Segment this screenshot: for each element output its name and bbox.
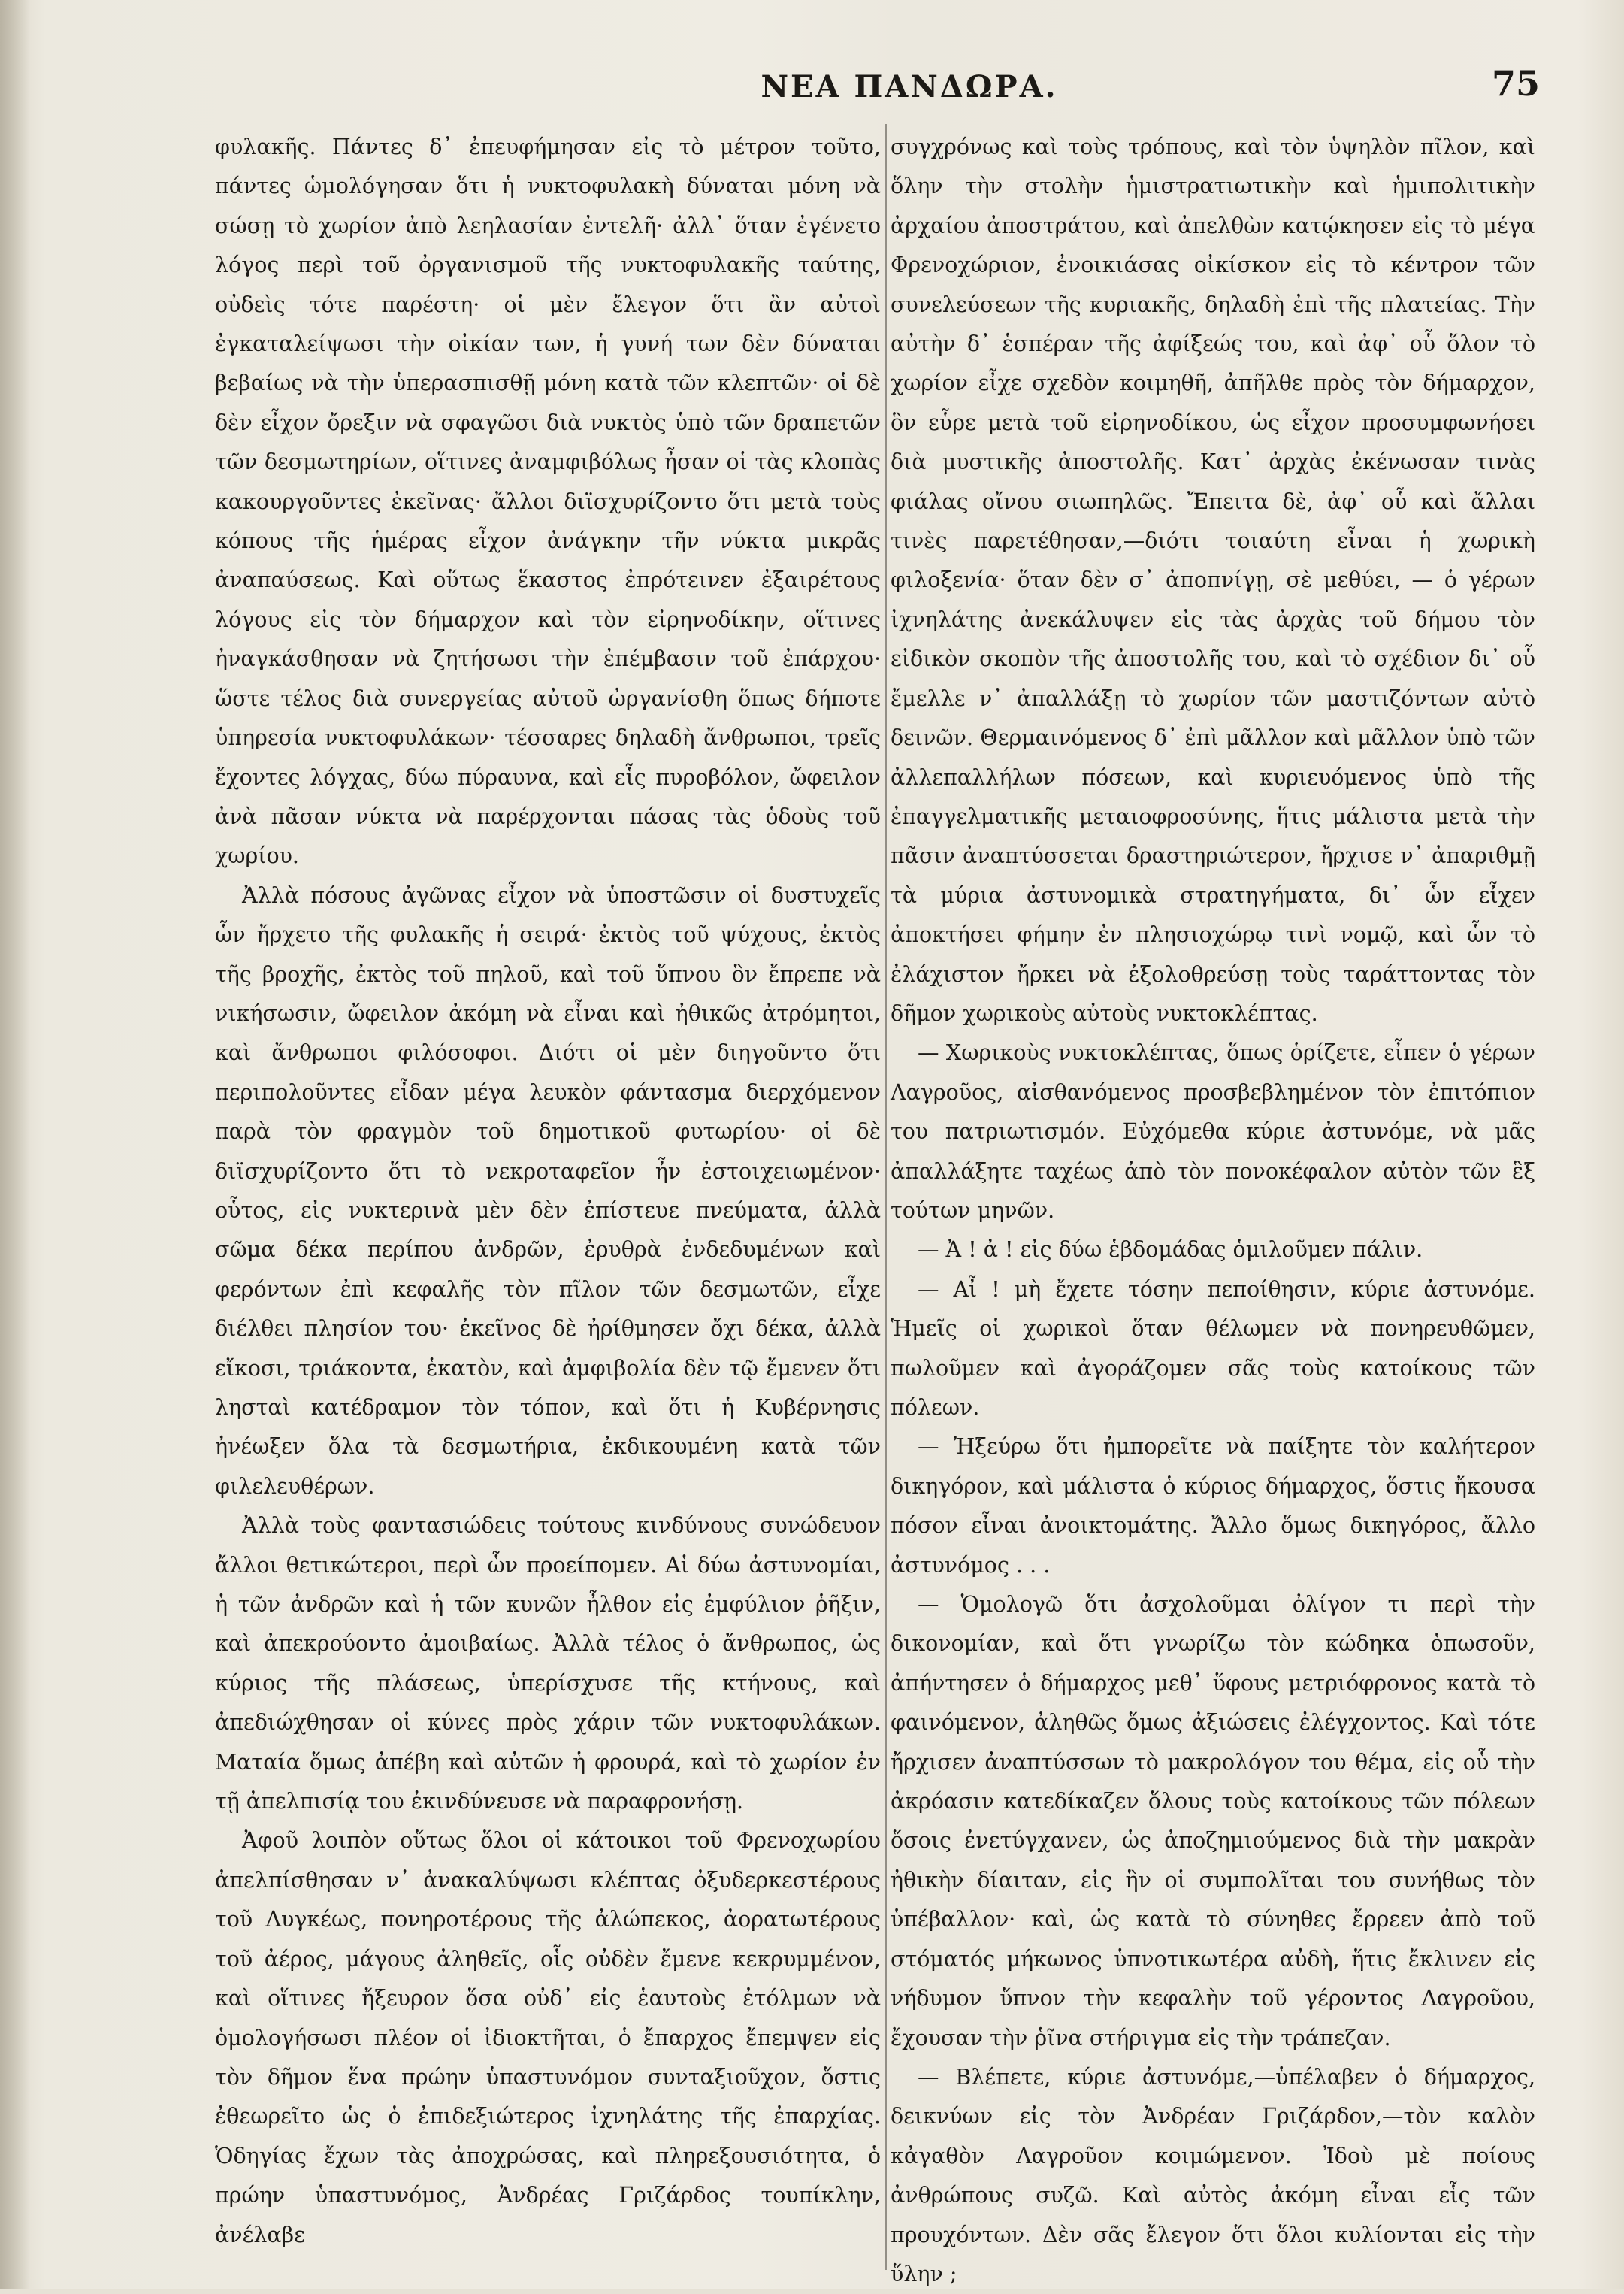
dialogue-paragraph: — Ἀ ! ἀ ! εἰς δύω ἑβδομάδας ὁμιλοῦμεν πάλιν. xyxy=(918,1237,1423,1263)
paragraph: Ἀλλὰ τοὺς φαντασιώδεις τούτους κινδύνους συνώδευον ἄλλοι θετικώτεροι, περὶ ὧν προείπομεν. Αἱ δύω ἀστυνομίαι, ἡ τῶν ἀνδρῶν καὶ ἡ τῶν κυνῶν ἦλθον εἰς ἐμφύλιον ῥῆξιν, καὶ ἀπεκρούοντο ἀμοιβαίως. Ἀλλὰ τέλος ὁ ἄνθρωπος, ὡς κύριος τῆς πλάσεως, ὑπερίσχυσε τῆς κτήνους, καὶ ἀπεδιώχθησαν οἱ κύνες πρὸς χάριν τῶν νυκτοφυλάκων. Ματαία ὅμως ἀπέβη καὶ αὐτῶν ἡ φρουρά, καὶ τὸ χωρίον ἐν τῇ ἀπελπισίᾳ του ἐκινδύνευσε νὰ παραφρονήσῃ. xyxy=(215,1513,881,1814)
paragraph: φυλακῆς. Πάντες δ᾽ ἐπευφήμησαν εἰς τὸ μέτρον τοῦτο, πάντες ὡμολόγησαν ὅτι ἡ νυκτοφυλακὴ δύναται μόνη νὰ σώσῃ τὸ χωρίον ἀπὸ λεηλασίαν ἐντελῆ· ἀλλ᾽ ὅταν ἐγένετο λόγος περὶ τοῦ ὀργανισμοῦ τῆς νυκτοφυλακῆς ταύτης, οὐδεὶς τότε παρέστη· οἱ μὲν ἔλεγον ὅτι ἂν αὐτοὶ ἐγκαταλείψωσι τὴν οἰκίαν των, ἡ γυνή των δὲν δύναται βεβαίως νὰ τὴν ὑπερασπισθῇ μόνη κατὰ τῶν κλεπτῶν· οἱ δὲ δὲν εἶχον ὄρεξιν νὰ σφαγῶσι διὰ νυκτὸς ὑπὸ τῶν δραπετῶν τῶν δεσμωτηρίων, οἵτινες ἀναμφιβόλως ἦσαν οἱ τὰς κλοπὰς κακουργοῦντες ἐκεῖνας· ἄλλοι διϊσχυρίζοντο ὅτι μετὰ τοὺς κόπους τῆς ἡμέρας εἶχον ἀνάγκην τῆν νύκτα μικρᾶς ἀναπαύσεως. Καὶ οὕτως ἕκαστος ἐπρότεινεν ἐξαιρέτους λόγους εἰς τὸν δήμαρχον καὶ τὸν εἰρηνοδίκην, οἵτινες ἠναγκάσθησαν νὰ ζητήσωσι τὴν ἐπέμβασιν τοῦ ἐπάρχου· ὥστε τέλος διὰ συνεργείας αὐτοῦ ὠργανίσθη ὅπως δήποτε ὑπηρεσία νυκτοφυλάκων· τέσσαρες δηλαδὴ ἄνθρωποι, τρεῖς ἔχοντες λόγχας, δύω πύραυνα, καὶ εἷς πυροβόλον, ὤφειλον ἀνὰ πᾶσαν νύκτα νὰ παρέρχονται πάσας τὰς ὁδοὺς τοῦ χωρίου. xyxy=(215,135,881,869)
running-title: ΝΕΑ ΠΑΝΔΩΡΑ. xyxy=(761,69,1058,104)
left-column xyxy=(215,128,881,2255)
dialogue-paragraph: — Ἠξεύρω ὅτι ἠμπορεῖτε νὰ παίξητε τὸν καλήτερον δικηγόρον, καὶ μάλιστα ὁ κύριος δήμαρχος, ὅστις ἤκουσα πόσον εἶναι ἀνοικτομάτης. Ἄλλο ὅμως δικηγόρος, ἄλλο ἀστυνόμος . . . xyxy=(891,1434,1535,1578)
dialogue-paragraph: — Ὁμολογῶ ὅτι ἀσχολοῦμαι ὀλίγον τι περὶ τὴν δικονομίαν, καὶ ὅτι γνωρίζω τὸν κώδηκα ὁπωσοῦν, ἀπήντησεν ὁ δήμαρχος μεθ᾽ ὕφους μετριόφρονος κατὰ τὸ φαινόμενον, ἀληθῶς ὅμως ἀξιώσεις ἐλέγχοντος. Καὶ τότε ἤρχισεν ἀναπτύσσων τὸ μακρολόγον του θέμα, εἰς οὗ τὴν ἀκρόασιν κατεδίκαζεν ὅλους τοὺς κατοίκους τῶν πόλεων ὅσοις ἐνετύγχανεν, ὡς ἀποζημιούμενος διὰ τὴν μακρὰν ἠθικὴν δίαιταν, εἰς ἣν οἱ συμπολῖται του συνήθως τὸν ὑπέβαλλον· καὶ, ὡς κατὰ τὸ σύνηθες ἔρρεεν ἀπὸ τοῦ στόματός μήκωνος ὑπνοτικωτέρα αὐδὴ, ἥτις ἔκλινεν εἰς νήδυμον ὕπνον τὴν κεφαλὴν τοῦ γέροντος Λαγροῦου, ἔχουσαν τὴν ῥῖνα στήριγμα εἰς τὴν τράπεζαν. xyxy=(891,1592,1535,2050)
dialogue-paragraph: — Βλέπετε, κύριε ἀστυνόμε,—ὑπέλαβεν ὁ δήμαρχος, δεικνύων εἰς τὸν Ἀνδρέαν Γριζάρδον,—τὸν καλὸν κἀγαθὸν Λαγροῦον κοιμώμενον. Ἰδοὺ μὲ ποίους ἀνθρώπους συζῶ. Καὶ αὐτὸς ἀκόμη εἶναι εἷς τῶν προυχόντων. Δὲν σᾶς ἔλεγον ὅτι ὅλοι κυλίονται εἰς τὴν ὕλην ; xyxy=(891,2064,1535,2286)
dialogue-paragraph: — Αἶ ! μὴ ἔχετε τόσην πεποίθησιν, κύριε ἀστυνόμε. Ἡμεῖς οἱ χωρικοὶ ὅταν θέλωμεν νὰ πονηρευθῶμεν, πωλοῦμεν καὶ ἀγοράζομεν σᾶς τοὺς κατοίκους τῶν πόλεων. xyxy=(891,1276,1535,1420)
paragraph: συγχρόνως καὶ τοὺς τρόπους, καὶ τὸν ὑψηλὸν πῖλον, καὶ ὅλην τὴν στολὴν ἡμιστρατιωτικὴν καὶ ἡμιπολιτικὴν ἀρχαίου ἀποστράτου, καὶ ἀπελθὼν κατῴκησεν εἰς τὸ μέγα Φρενοχώριον, ἐνοικιάσας οἰκίσκον εἰς τὸ κέντρον τῶν συνελεύσεων τῆς κυριακῆς, δηλαδὴ ἐπὶ τῆς πλατείας. Τὴν αὐτὴν δ᾽ ἑσπέραν τῆς ἀφίξεώς του, καὶ ἀφ᾽ οὗ ὅλον τὸ χωρίον εἶχε σχεδὸν κοιμηθῆ, ἀπῆλθε πρὸς τὸν δήμαρχον, ὃν εὗρε μετὰ τοῦ εἰρηνοδίκου, ὡς εἶχον προσυμφωνήσει διὰ μυστικῆς ἀποστολῆς. Κατ᾽ ἀρχὰς ἐκένωσαν τινὰς φιάλας οἴνου σιωπηλῶς. Ἔπειτα δὲ, ἀφ᾽ οὗ καὶ ἄλλαι τινὲς παρετέθησαν,—διότι τοιαύτη εἶναι ἡ χωρικὴ φιλοξενία· ὅταν δὲν σ᾽ ἀποπνίγῃ, σὲ μεθύει, — ὁ γέρων ἰχνηλάτης ἀνεκάλυψεν εἰς τὰς ἀρχὰς τοῦ δήμου τὸν εἰδικὸν σκοπὸν τῆς ἀποστολῆς του, καὶ τὸ σχέδιον δι᾽ οὗ ἔμελλε ν᾽ ἀπαλλάξῃ τὸ χωρίον τῶν μαστιζόντων αὐτὸ δεινῶν. Θερμαινόμενος δ᾽ ἐπὶ μᾶλλον καὶ μᾶλλον ὑπὸ τῶν ἀλλεπαλλήλων πόσεων, καὶ κυριευόμενος ὑπὸ τῆς ἐπαγγελματικῆς μεταιοφροσύνης, ἥτις μάλιστα μετὰ τὴν πᾶσιν ἀναπτύσσεται δραστηριώτερον, ἤρχισε ν᾽ ἀπαριθμῇ τὰ μύρια ἀστυνομικὰ στρατηγήματα, δι᾽ ὧν εἶχεν ἀποκτήσει φήμην ἐν πλησιοχώρῳ τινὶ νομῷ, καὶ ὧν τὸ ἐλάχιστον ἤρκει νὰ ἐξολοθρεύσῃ τοὺς ταράττοντας τὸν δῆμον χωρικοὺς αὐτοὺς νυκτοκλέπτας. xyxy=(891,135,1535,1026)
paragraph: Ἀλλὰ πόσους ἀγῶνας εἶχον νὰ ὑποστῶσιν οἱ δυστυχεῖς ὧν ἤρχετο τῆς φυλακῆς ἡ σειρά· ἐκτὸς τοῦ ψύχους, ἐκτὸς τῆς βροχῆς, ἐκτὸς τοῦ πηλοῦ, καὶ τοῦ ὕπνου ὃν ἔπρεπε νὰ νικήσωσιν, ὤφειλον ἀκόμη νὰ εἶναι καὶ ἠθικῶς ἀτρόμητοι, καὶ ἄνθρωποι φιλόσοφοι. Διότι οἱ μὲν διηγοῦντο ὅτι περιπολοῦντες εἶδαν μέγα λευκὸν φάντασμα διερχόμενον παρὰ τὸν φραγμὸν τοῦ δημοτικοῦ φυτωρίου· οἱ δὲ διϊσχυρίζοντο ὅτι τὸ νεκροταφεῖον ἦν ἐστοιχειωμένον· οὗτος, εἰς νυκτερινὰ μὲν δὲν ἐπίστευε πνεύματα, ἀλλὰ σῶμα δέκα περίπου ἀνδρῶν, ἐρυθρὰ ἐνδεδυμένων καὶ φερόντων ἐπὶ κεφαλῆς τὸν πῖλον τῶν δεσμωτῶν, εἶχε διέλθει πλησίον του· ἐκεῖνος δὲ ἠρίθμησεν ὄχι δέκα, ἀλλὰ εἴκοσι, τριάκοντα, ἑκατὸν, καὶ ἀμφιβολία δὲν τῷ ἔμενεν ὅτι λησταὶ κατέδραμον τὸν τόπον, καὶ ὅτι ἡ Κυβέρνησις ἠνέωξεν ὅλα τὰ δεσμωτήρια, ἐκδικουμένη κατὰ τῶν φιλελευθέρων. xyxy=(215,882,881,1499)
binding-shadow xyxy=(0,0,30,2289)
right-column xyxy=(891,128,1535,2294)
paragraph: Ἀφοῦ λοιπὸν οὕτως ὅλοι οἱ κάτοικοι τοῦ Φρενοχωρίου ἀπελπίσθησαν ν᾽ ἀνακαλύψωσι κλέπτας ὀξυδερκεστέρους τοῦ Λυγκέως, πονηροτέρους τῆς ἀλώπεκος, ἀορατωτέρους τοῦ ἀέρος, μάγους ἀληθεῖς, οἷς οὐδὲν ἔμενε κεκρυμμένον, καὶ οἵτινες ἤξευρον ὅσα οὐδ᾽ εἰς ἑαυτοὺς ἐτόλμων νὰ ὁμολογήσωσι πλέον οἱ ἰδιοκτῆται, ὁ ἔπαρχος ἔπεμψεν εἰς τὸν δῆμον ἕνα πρώην ὑπαστυνόμον συνταξιοῦχον, ὅστις ἐθεωρεῖτο ὡς ὁ ἐπιδεξιώτερος ἰχνηλάτης τῆς ἐπαρχίας. Ὁδηγίας ἔχων τὰς ἀποχρώσας, καὶ πληρεξουσιότητα, ὁ πρώην ὑπαστυνόμος, Ἀνδρέας Γριζάρδος τουπίκλην, ἀνέλαβε xyxy=(215,1828,881,2247)
column-divider xyxy=(885,124,887,2270)
dialogue-paragraph: — Χωρικοὺς νυκτοκλέπτας, ὅπως ὁρίζετε, εἶπεν ὁ γέρων Λαγροῦος, αἰσθανόμενος προσβεβλημένον τὸν ἐπιτόπιον του πατριωτισμόν. Εὐχόμεθα κύριε ἀστυνόμε, νὰ μᾶς ἀπαλλάξητε ταχέως ἀπὸ τὸν πονοκέφαλον αὐτὸν τῶν ἓξ τούτων μηνῶν. xyxy=(891,1040,1535,1223)
page-number: 75 xyxy=(1492,63,1541,104)
page-header xyxy=(0,63,1624,114)
